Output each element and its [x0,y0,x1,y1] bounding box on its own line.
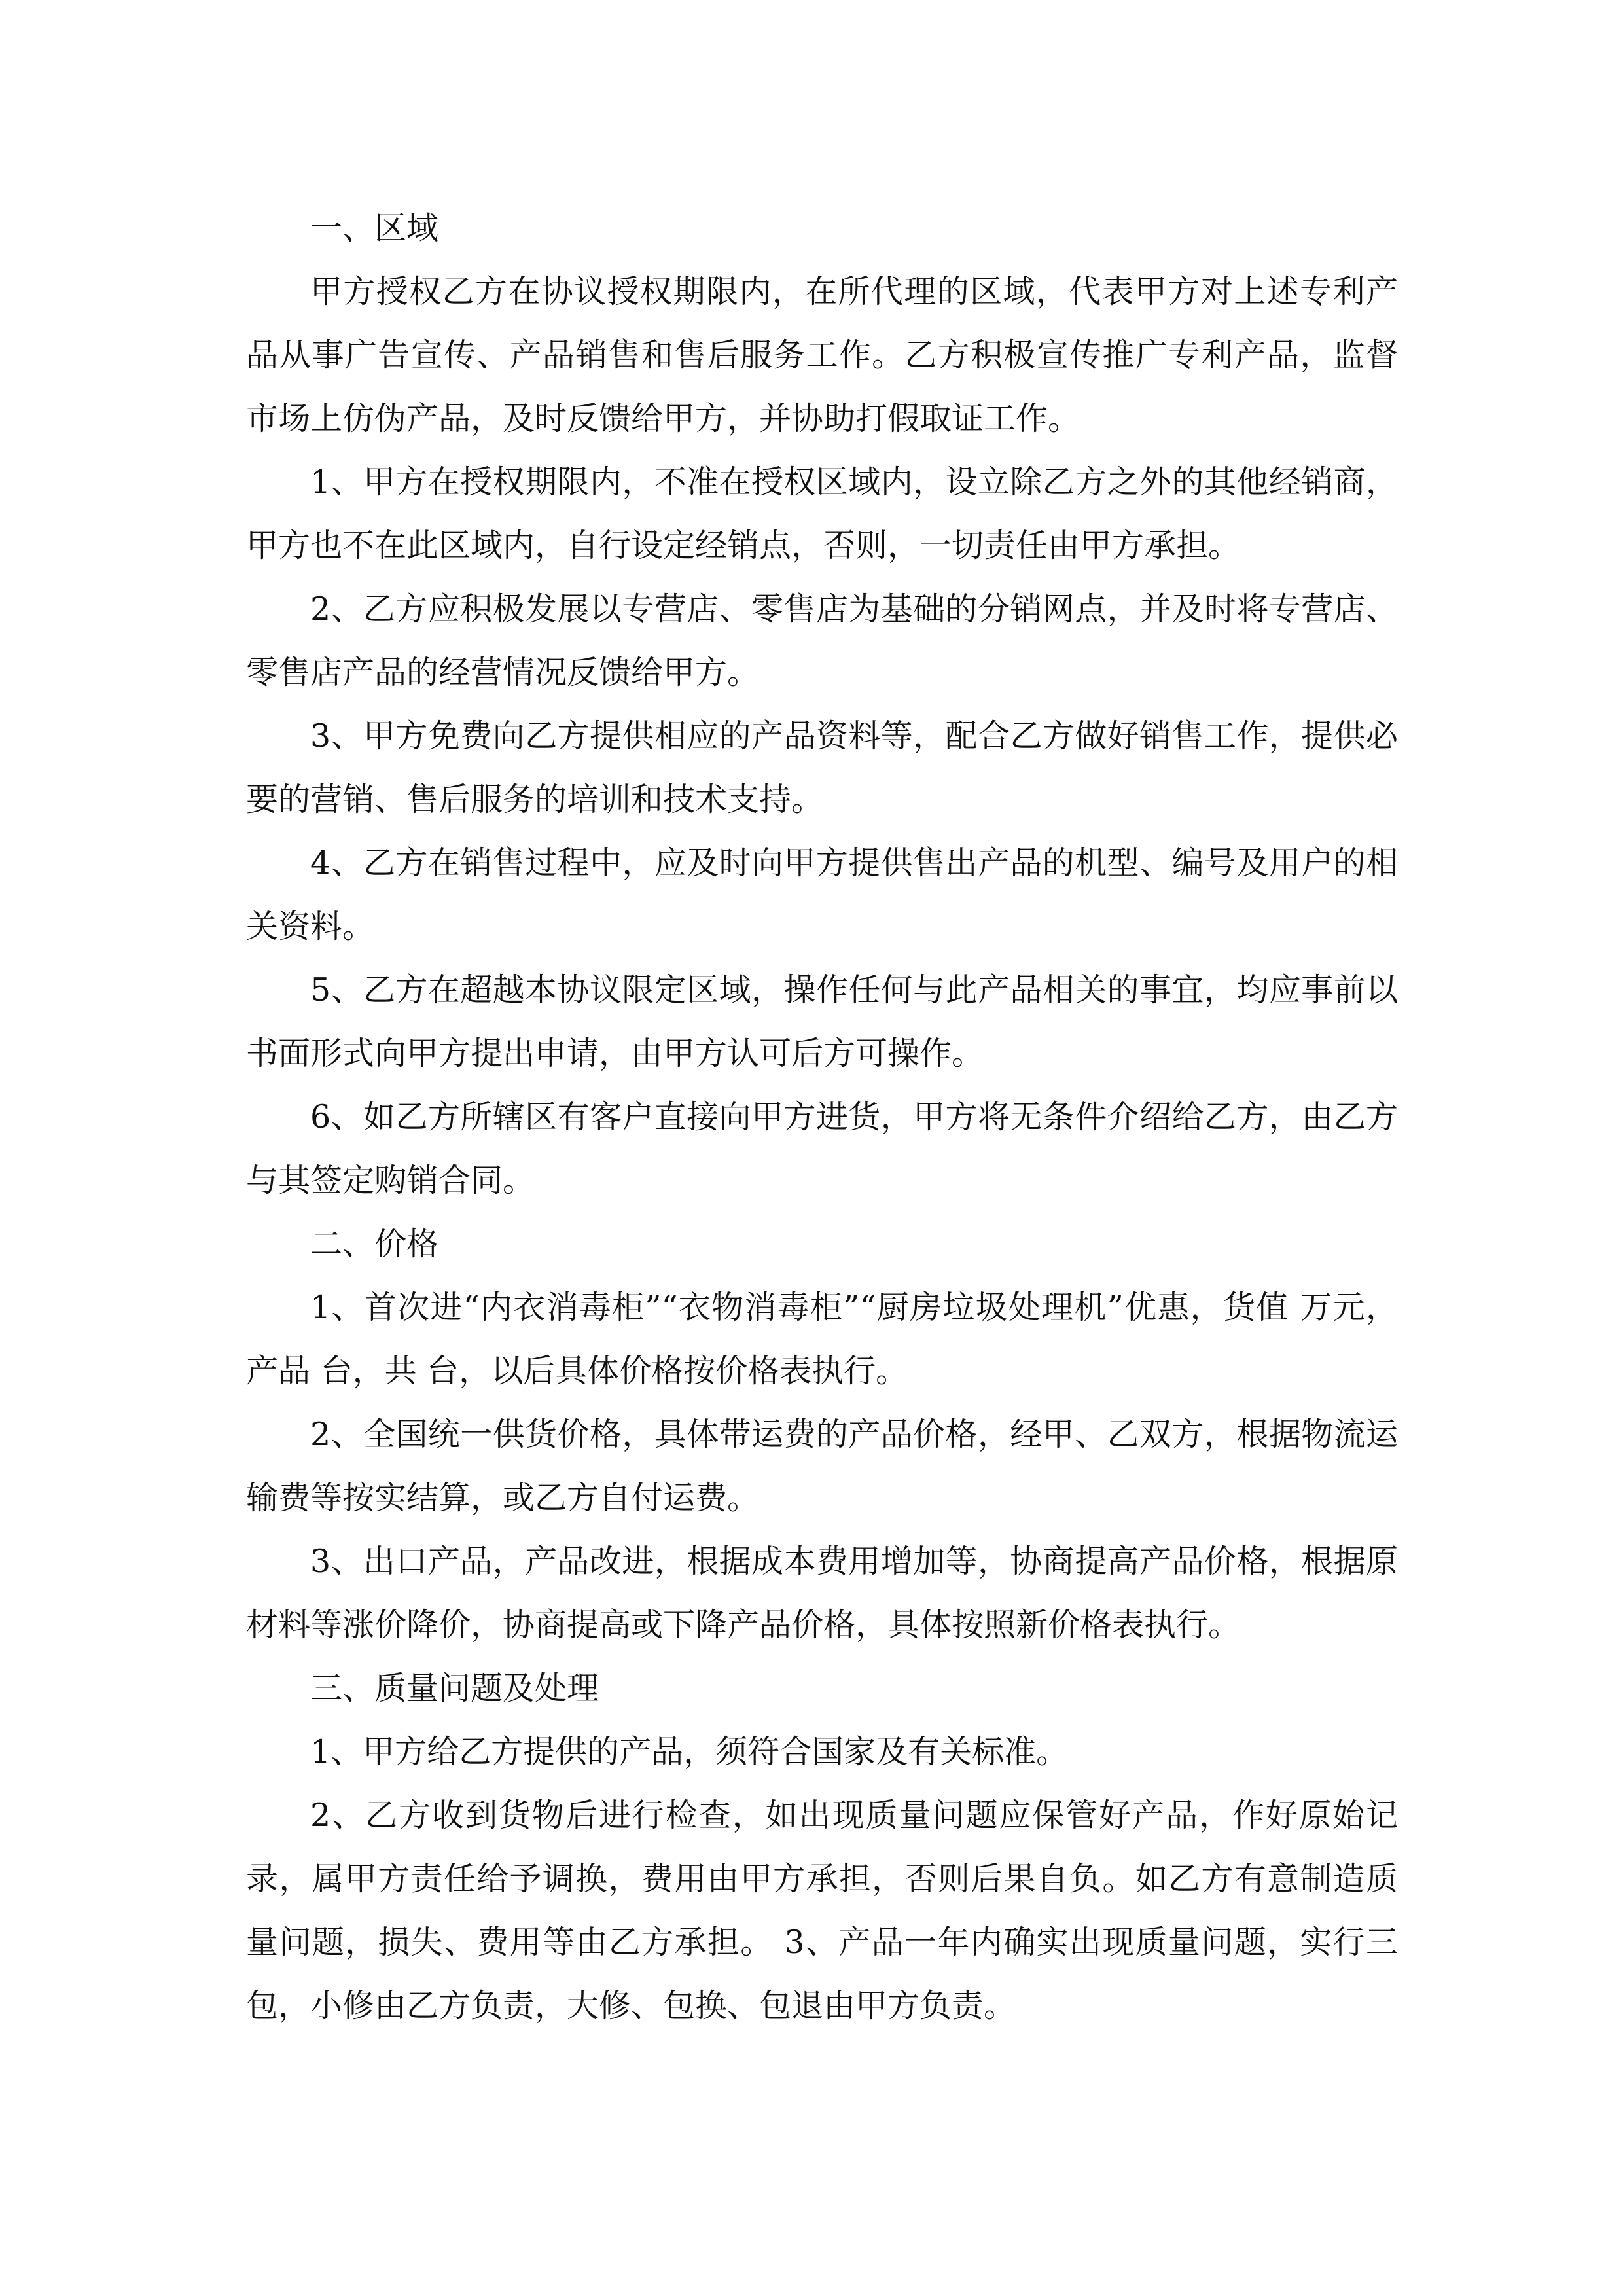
paragraph: 2、乙方收到货物后进行检查，如出现质量问题应保管好产品，作好原始记录，属甲方责任给予调换，费用由甲方承担，否则后果自负。如乙方有意制造质量问题，损失、费用等由乙方承担。 3、产品一年内确实出现质量问题，实行三包，小修由乙方负责，大修、包换、包退由甲方负责。 [246,1797,1398,2024]
paragraph: 5、乙方在超越本协议限定区域，操作任何与此产品相关的事宜，均应事前以书面形式向甲方提出申请，由甲方认可后方可操作。 [246,971,1398,1072]
paragraph: 3、甲方免费向乙方提供相应的产品资料等，配合乙方做好销售工作，提供必要的营销、售后服务的培训和技术支持。 [246,717,1398,818]
paragraph: 1、首次进“内衣消毒柜”“衣物消毒柜”“厨房垃圾处理机”优惠，货值 万元，产品 台，共 台，以后具体价格按价格表执行。 [246,1289,1398,1390]
paragraph: 6、如乙方所辖区有客户直接向甲方进货，甲方将无条件介绍给乙方，由乙方与其签定购销合同。 [246,1098,1398,1199]
paragraph: 2、乙方应积极发展以专营店、零售店为基础的分销网点，并及时将专营店、零售店产品的经营情况反馈给甲方。 [246,590,1398,691]
section-heading-region: 一、区域 [310,209,439,247]
section-heading-price: 二、价格 [310,1225,439,1263]
paragraph: 1、甲方在授权期限内，不准在授权区域内，设立除乙方之外的其他经销商，甲方也不在此区域内，自行设定经销点，否则，一切责任由甲方承担。 [246,463,1398,564]
paragraph: 甲方授权乙方在协议授权期限内，在所代理的区域，代表甲方对上述专利产品从事广告宣传、产品销售和售后服务工作。乙方积极宣传推广专利产品，监督市场上仿伪产品，及时反馈给甲方，并协助打假取证工作。 [246,273,1398,437]
paragraph: 3、出口产品，产品改进，根据成本费用增加等，协商提高产品价格，根据原材料等涨价降价，协商提高或下降产品价格，具体按照新价格表执行。 [246,1543,1398,1643]
section-heading-quality: 三、质量问题及处理 [310,1670,599,1707]
document-body [246,196,1398,2037]
paragraph: 2、全国统一供货价格，具体带运费的产品价格，经甲、乙双方，根据物流运输费等按实结算，或乙方自付运费。 [246,1416,1398,1516]
paragraph: 1、甲方给乙方提供的产品，须符合国家及有关标准。 [310,1733,1069,1770]
paragraph: 4、乙方在销售过程中，应及时向甲方提供售出产品的机型、编号及用户的相关资料。 [246,844,1398,945]
